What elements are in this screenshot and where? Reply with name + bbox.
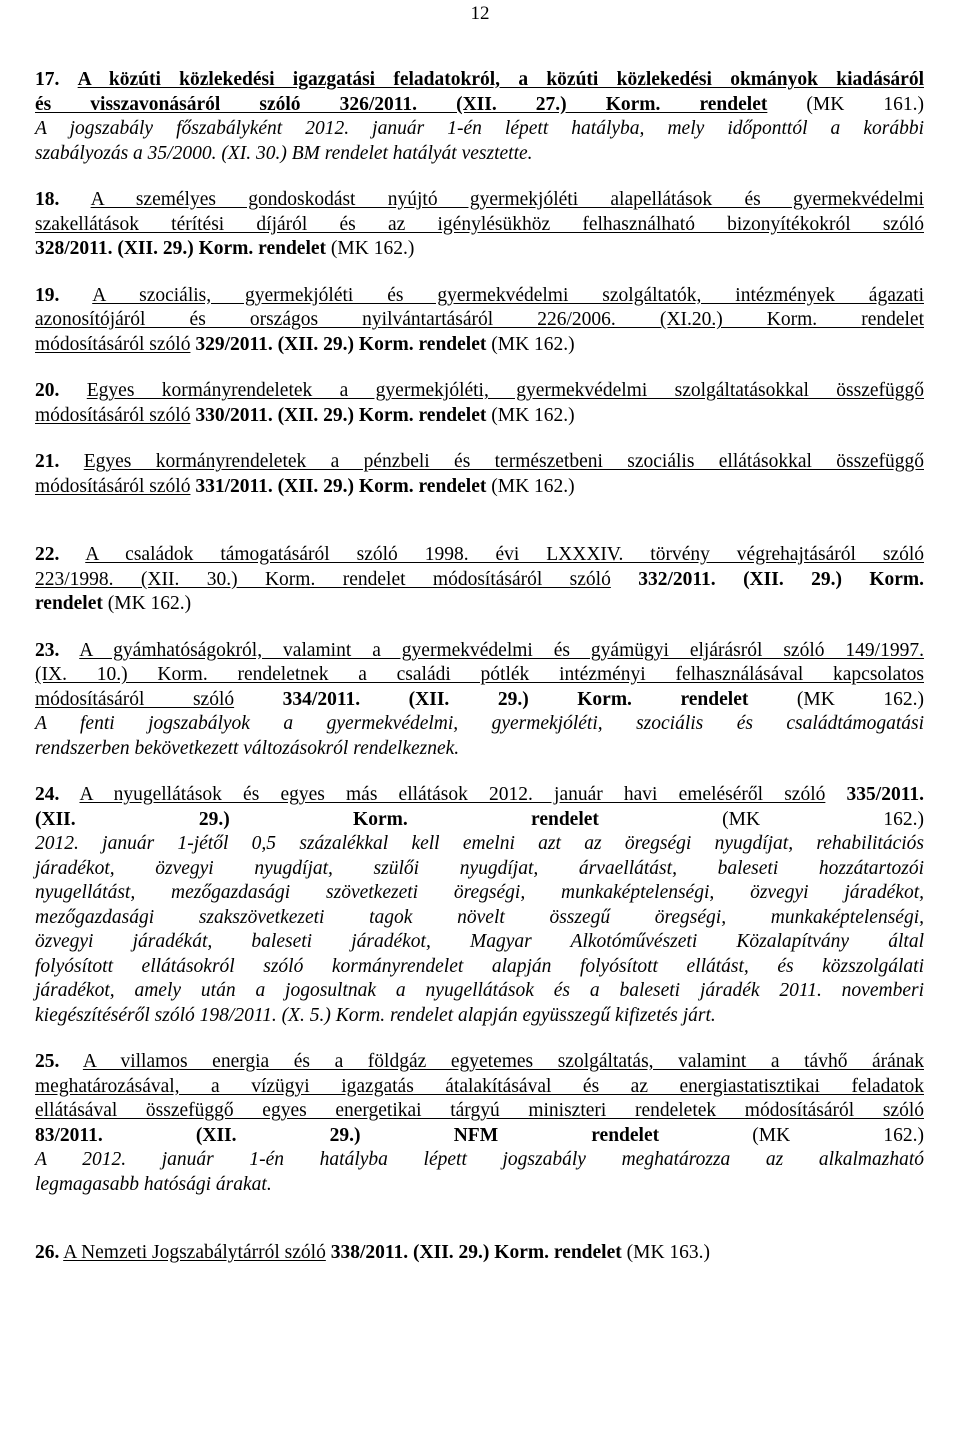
text-segment: 2012. január 1-jétől 0,5 százalékkal kell emelni azt az öregségi nyugdíjat, rehabilitációs <box>35 833 924 854</box>
entry-21 <box>35 450 924 499</box>
entry-line <box>35 1004 924 1029</box>
entry-line <box>35 93 924 118</box>
entry-line <box>35 639 924 664</box>
text-segment: 83/2011. (XII. 29.) NFM rendelet <box>35 1124 660 1146</box>
text-segment: A személyes gondoskodást nyújtó gyermekjóléti alapellátások és gyermekvédelmi <box>90 189 924 210</box>
entry-line <box>35 663 924 688</box>
text-segment: A családok támogatásáról szóló 1998. évi LXXXIV. törvény végrehajtásáról szóló <box>85 544 924 565</box>
entry-line <box>35 1148 924 1173</box>
entry-line <box>35 1099 924 1124</box>
entry-line <box>35 188 924 213</box>
entry-line <box>35 930 924 955</box>
text-segment: A fenti jogszabályok a gyermekvédelmi, gyermekjóléti, szociális és családtámogatási <box>35 713 924 734</box>
entry-26 <box>35 1241 924 1266</box>
text-segment: A nyugellátások és egyes más ellátások 2012. január havi emeléséről szóló <box>79 784 826 805</box>
entry-line <box>35 1173 924 1198</box>
entry-line <box>35 592 924 617</box>
text-segment: A közúti közlekedési igazgatási feladatokról, a közúti közlekedési okmányok kiadásáról <box>77 69 924 90</box>
text-segment: A 2012. január 1-én hatályba lépett jogszabály meghatározza az alkalmazható <box>35 1149 924 1170</box>
text-segment: A villamos energia és a földgáz egyetemes szolgáltatás, valamint a távhő árának <box>82 1051 924 1072</box>
text-segment: rendszerben bekövetkezett változásokról rendelkeznek. <box>35 737 460 759</box>
entry-number: 17. <box>35 69 60 90</box>
entry-line <box>35 979 924 1004</box>
entry-18 <box>35 188 924 262</box>
entry-line <box>35 737 924 762</box>
text-segment: A jogszabály főszabályként 2012. január 1-én lépett hatályba, mely időponttól a korábbi <box>35 118 924 139</box>
text-segment: ellátásával összefüggő egyes energetikai tárgyú miniszteri rendeletek módosításáról szóló <box>35 1100 924 1121</box>
entry-line <box>35 284 924 309</box>
text-segment: (MK 162.) <box>659 1124 924 1146</box>
page-number: 12 <box>470 3 490 24</box>
text-segment: (XII. 29.) Korm. rendelet <box>35 808 599 830</box>
entry-22 <box>35 543 924 617</box>
entry-line <box>35 712 924 737</box>
text-segment: (IX. 10.) Korm. rendeletnek a családi pótlék intézményi felhasználásával kapcsolatos <box>35 664 924 685</box>
entry-number: 24. <box>35 784 60 805</box>
text-segment: járadékot, özvegyi nyugdíjat, szülői nyugdíjat, árvaellátást, baleseti hozzátartozói <box>35 857 924 879</box>
text-segment: 338/2011. (XII. 29.) Korm. rendelet <box>325 1242 622 1263</box>
entry-line <box>35 955 924 980</box>
text-segment: legmagasabb hatósági árakat. <box>35 1173 272 1195</box>
entry-line <box>35 117 924 142</box>
text-segment: A gyámhatóságokról, valamint a gyermekvédelmi és gyámügyi eljárásról szóló 149/1997. <box>79 639 924 661</box>
entry-line <box>35 881 924 906</box>
entry-line <box>35 68 924 93</box>
text-segment: azonosítójáról és országos nyilvántartásáról 226/2006. (XI.20.) Korm. rendelet <box>35 309 924 330</box>
text-segment: 335/2011. <box>825 784 924 805</box>
text-segment: (MK 161.) <box>767 93 924 115</box>
text-segment: módosításáról szóló <box>35 404 191 426</box>
text-segment: (MK 162.) <box>486 333 575 355</box>
entry-17 <box>35 68 924 166</box>
text-segment: 331/2011. (XII. 29.) Korm. rendelet <box>190 475 487 497</box>
entry-line <box>35 404 924 429</box>
entry-23 <box>35 639 924 762</box>
entry-number: 19. <box>35 284 60 306</box>
text-segment: (MK 163.) <box>621 1242 711 1263</box>
text-segment: (MK 162.) <box>486 475 575 497</box>
text-segment: mezőgazdasági szakszövetkezeti tagok növelt összegű öregségi, munkaképtelenségi, <box>35 906 924 928</box>
entry-line <box>35 543 924 568</box>
entry-number: 20. <box>35 380 60 401</box>
entry-number: 22. <box>35 544 60 565</box>
entry-line <box>35 379 924 404</box>
entry-line <box>35 450 924 475</box>
entry-line <box>35 333 924 358</box>
entry-line <box>35 475 924 500</box>
text-segment: módosításáról szóló <box>35 475 191 497</box>
entry-line <box>35 783 924 808</box>
entry-number: 21. <box>35 451 60 472</box>
entry-line <box>35 808 924 833</box>
entry-24 <box>35 783 924 1028</box>
text-segment: módosításáról szóló <box>35 688 235 710</box>
text-segment: (MK 162.) <box>326 238 415 259</box>
document-body <box>35 68 924 1266</box>
entry-line <box>35 142 924 167</box>
text-segment: folyósított ellátásokról szóló kormányrendelet alapján folyósított ellátást, és közszolgálati <box>35 955 924 977</box>
text-segment: A Nemzeti Jogszabálytárról szóló <box>63 1242 326 1263</box>
text-segment: 328/2011. (XII. 29.) Korm. rendelet <box>35 238 327 259</box>
text-segment: nyugellátást, mezőgazdasági szövetkezeti öregségi, munkaképtelenségi, özvegyi járadékot, <box>35 882 924 903</box>
text-segment: 223/1998. (XII. 30.) Korm. rendelet módosításáról szóló <box>35 568 611 590</box>
text-segment: rendelet <box>35 593 103 614</box>
text-segment: (MK 162.) <box>748 688 924 710</box>
entry-line <box>35 906 924 931</box>
text-segment: (MK 162.) <box>486 404 575 426</box>
entry-19 <box>35 284 924 358</box>
text-segment: A szociális, gyermekjóléti és gyermekvédelmi szolgáltatók, intézmények ágazati <box>92 284 924 306</box>
entry-line <box>35 1241 924 1266</box>
text-segment: 334/2011. (XII. 29.) Korm. rendelet <box>234 688 749 710</box>
entry-line <box>35 237 924 262</box>
entry-line <box>35 308 924 333</box>
text-segment: Egyes kormányrendeletek a pénzbeli és természetbeni szociális ellátásokkal összefüggő <box>83 451 924 472</box>
text-segment: 332/2011. (XII. 29.) Korm. <box>610 568 925 590</box>
entry-line <box>35 857 924 882</box>
text-segment: és visszavonásáról szóló 326/2011. (XII. 27.) Korm. rendelet <box>35 93 768 115</box>
entry-line <box>35 688 924 713</box>
text-segment: meghatározásával, a vízügyi igazgatás átalakításával és az energiastatisztikai feladatok <box>35 1075 924 1097</box>
text-segment: Egyes kormányrendeletek a gyermekjóléti, gyermekvédelmi szolgáltatásokkal összefüggő <box>86 380 925 401</box>
text-segment: (MK 162.) <box>102 593 192 614</box>
text-segment: szakellátások térítési díjáról és az igénylésükhöz felhasználható bizonyítékokról szóló <box>35 213 924 235</box>
text-segment: (MK 162.) <box>598 808 924 830</box>
entry-number: 25. <box>35 1051 60 1072</box>
text-segment: járadékot, amely után a jogosultnak a nyugellátások és a baleseti járadék 2011. novemberi <box>35 980 924 1001</box>
entry-line <box>35 213 924 238</box>
text-segment: 330/2011. (XII. 29.) Korm. rendelet <box>190 404 487 426</box>
entry-number: 26. <box>35 1242 60 1263</box>
entry-number: 18. <box>35 189 60 210</box>
text-segment: kiegészítéséről szóló 198/2011. (X. 5.) Korm. rendelet alapján együsszegű kifizetés járt. <box>35 1004 716 1026</box>
entry-line <box>35 1124 924 1149</box>
entry-line <box>35 1075 924 1100</box>
entry-20 <box>35 379 924 428</box>
entry-25 <box>35 1050 924 1197</box>
text-segment: özvegyi járadékát, baleseti járadékot, Magyar Alkotóművészeti Közalapítvány által <box>35 931 924 952</box>
entry-line <box>35 568 924 593</box>
text-segment: szabályozás a 35/2000. (XI. 30.) BM rendelet hatályát vesztette. <box>35 142 533 164</box>
entry-number: 23. <box>35 639 60 661</box>
text-segment: módosításáról szóló <box>35 333 191 355</box>
entry-line <box>35 1050 924 1075</box>
text-segment: 329/2011. (XII. 29.) Korm. rendelet <box>190 333 487 355</box>
entry-line <box>35 832 924 857</box>
